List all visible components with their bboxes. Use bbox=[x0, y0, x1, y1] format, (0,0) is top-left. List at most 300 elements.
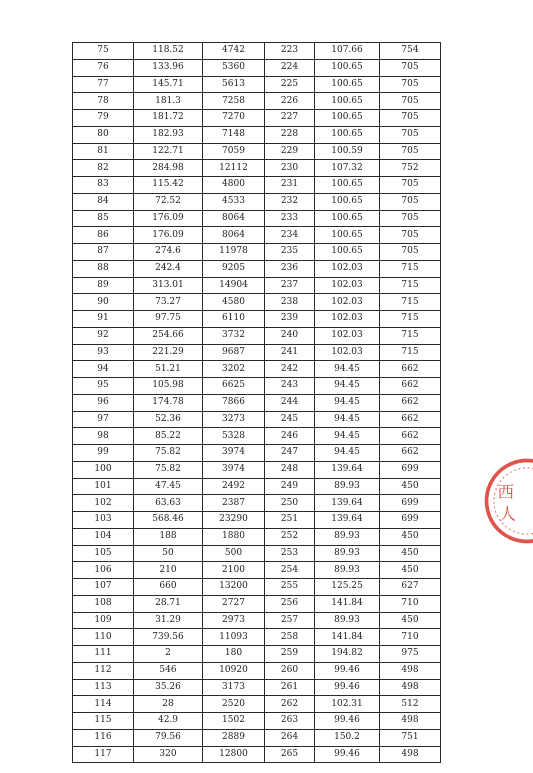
table-cell: 94.45 bbox=[315, 445, 380, 462]
table-cell: 252 bbox=[265, 528, 315, 545]
table-row bbox=[73, 43, 441, 60]
table-row bbox=[73, 260, 441, 277]
table-cell: 108 bbox=[73, 595, 134, 612]
table-cell: 233 bbox=[265, 210, 315, 227]
table-row bbox=[73, 394, 441, 411]
table-cell: 107.32 bbox=[315, 160, 380, 177]
table-cell: 320 bbox=[134, 746, 203, 763]
table-cell: 111 bbox=[73, 646, 134, 663]
table-cell: 89.93 bbox=[315, 612, 380, 629]
table-cell: 229 bbox=[265, 143, 315, 160]
data-table bbox=[72, 42, 441, 763]
table-cell: 259 bbox=[265, 646, 315, 663]
table-cell: 715 bbox=[380, 260, 441, 277]
table-cell: 115.42 bbox=[134, 177, 203, 194]
table-row bbox=[73, 495, 441, 512]
table-cell: 7866 bbox=[203, 394, 265, 411]
table-cell: 139.64 bbox=[315, 495, 380, 512]
table-cell: 63.63 bbox=[134, 495, 203, 512]
table-cell: 76 bbox=[73, 59, 134, 76]
table-cell: 188 bbox=[134, 528, 203, 545]
table-cell: 75.82 bbox=[134, 445, 203, 462]
table-row bbox=[73, 327, 441, 344]
table-cell: 94.45 bbox=[315, 428, 380, 445]
table-cell: 498 bbox=[380, 679, 441, 696]
table-row bbox=[73, 545, 441, 562]
table-cell: 100.65 bbox=[315, 177, 380, 194]
table-cell: 8064 bbox=[203, 227, 265, 244]
table-cell: 274.6 bbox=[134, 244, 203, 261]
table-cell: 100.59 bbox=[315, 143, 380, 160]
table-cell: 254.66 bbox=[134, 327, 203, 344]
table-cell: 51.21 bbox=[134, 361, 203, 378]
table-cell: 114 bbox=[73, 696, 134, 713]
table-cell: 313.01 bbox=[134, 277, 203, 294]
table-cell: 699 bbox=[380, 495, 441, 512]
table-row bbox=[73, 361, 441, 378]
table-cell: 141.84 bbox=[315, 595, 380, 612]
table-cell: 28 bbox=[134, 696, 203, 713]
table-cell: 103 bbox=[73, 512, 134, 529]
table-row bbox=[73, 612, 441, 629]
table-cell: 105 bbox=[73, 545, 134, 562]
table-cell: 35.26 bbox=[134, 679, 203, 696]
table-cell: 125.25 bbox=[315, 579, 380, 596]
table-row bbox=[73, 244, 441, 261]
table-cell: 176.09 bbox=[134, 210, 203, 227]
table-cell: 181.3 bbox=[134, 93, 203, 110]
table-cell: 75 bbox=[73, 43, 134, 60]
table-cell: 705 bbox=[380, 210, 441, 227]
table-row bbox=[73, 746, 441, 763]
table-cell: 4742 bbox=[203, 43, 265, 60]
table-cell: 89.93 bbox=[315, 478, 380, 495]
table-cell: 97 bbox=[73, 411, 134, 428]
table-cell: 11093 bbox=[203, 629, 265, 646]
table-cell: 7148 bbox=[203, 126, 265, 143]
table-cell: 117 bbox=[73, 746, 134, 763]
table-cell: 80 bbox=[73, 126, 134, 143]
table-cell: 102.03 bbox=[315, 311, 380, 328]
table-cell: 94.45 bbox=[315, 394, 380, 411]
table-cell: 450 bbox=[380, 545, 441, 562]
table-cell: 79 bbox=[73, 110, 134, 127]
table-cell: 2492 bbox=[203, 478, 265, 495]
table-cell: 705 bbox=[380, 143, 441, 160]
table-cell: 242 bbox=[265, 361, 315, 378]
table-row bbox=[73, 646, 441, 663]
table-cell: 221.29 bbox=[134, 344, 203, 361]
table-cell: 255 bbox=[265, 579, 315, 596]
table-cell: 662 bbox=[380, 361, 441, 378]
table-cell: 82 bbox=[73, 160, 134, 177]
table-cell: 9205 bbox=[203, 260, 265, 277]
table-row bbox=[73, 193, 441, 210]
table-row bbox=[73, 227, 441, 244]
table-cell: 52.36 bbox=[134, 411, 203, 428]
table-cell: 110 bbox=[73, 629, 134, 646]
table-cell: 662 bbox=[380, 445, 441, 462]
table-cell: 180 bbox=[203, 646, 265, 663]
table-cell: 263 bbox=[265, 713, 315, 730]
table-row bbox=[73, 729, 441, 746]
table-cell: 102.03 bbox=[315, 277, 380, 294]
table-row bbox=[73, 696, 441, 713]
table-cell: 715 bbox=[380, 311, 441, 328]
table-row bbox=[73, 93, 441, 110]
table-cell: 238 bbox=[265, 294, 315, 311]
table-row bbox=[73, 445, 441, 462]
table-cell: 2889 bbox=[203, 729, 265, 746]
table-cell: 12800 bbox=[203, 746, 265, 763]
table-cell: 72.52 bbox=[134, 193, 203, 210]
table-cell: 81 bbox=[73, 143, 134, 160]
table-row bbox=[73, 579, 441, 596]
table-cell: 181.72 bbox=[134, 110, 203, 127]
table-cell: 83 bbox=[73, 177, 134, 194]
table-cell: 5360 bbox=[203, 59, 265, 76]
table-cell: 7270 bbox=[203, 110, 265, 127]
table-cell: 89 bbox=[73, 277, 134, 294]
table-cell: 715 bbox=[380, 294, 441, 311]
table-row bbox=[73, 76, 441, 93]
table-cell: 84 bbox=[73, 193, 134, 210]
table-cell: 7258 bbox=[203, 93, 265, 110]
table-cell: 98 bbox=[73, 428, 134, 445]
table-row bbox=[73, 160, 441, 177]
table-cell: 85.22 bbox=[134, 428, 203, 445]
table-cell: 106 bbox=[73, 562, 134, 579]
seal-char-1: 西 bbox=[497, 482, 515, 502]
table-cell: 96 bbox=[73, 394, 134, 411]
table-cell: 194.82 bbox=[315, 646, 380, 663]
table-cell: 100.65 bbox=[315, 59, 380, 76]
table-cell: 2 bbox=[134, 646, 203, 663]
table-cell: 258 bbox=[265, 629, 315, 646]
table-cell: 141.84 bbox=[315, 629, 380, 646]
table-row bbox=[73, 210, 441, 227]
table-cell: 47.45 bbox=[134, 478, 203, 495]
table-cell: 3974 bbox=[203, 445, 265, 462]
table-cell: 3974 bbox=[203, 461, 265, 478]
table-cell: 500 bbox=[203, 545, 265, 562]
table-cell: 150.2 bbox=[315, 729, 380, 746]
table-cell: 100.65 bbox=[315, 227, 380, 244]
table-cell: 116 bbox=[73, 729, 134, 746]
table-cell: 14904 bbox=[203, 277, 265, 294]
table-cell: 109 bbox=[73, 612, 134, 629]
table-cell: 28.71 bbox=[134, 595, 203, 612]
table-cell: 50 bbox=[134, 545, 203, 562]
table-body bbox=[73, 43, 441, 763]
table-cell: 100.65 bbox=[315, 76, 380, 93]
table-cell: 93 bbox=[73, 344, 134, 361]
table-cell: 102.03 bbox=[315, 344, 380, 361]
table-cell: 235 bbox=[265, 244, 315, 261]
table-cell: 99.46 bbox=[315, 679, 380, 696]
table-row bbox=[73, 411, 441, 428]
table-cell: 254 bbox=[265, 562, 315, 579]
table-cell: 4800 bbox=[203, 177, 265, 194]
table-row bbox=[73, 428, 441, 445]
table-row bbox=[73, 344, 441, 361]
table-cell: 104 bbox=[73, 528, 134, 545]
table-cell: 662 bbox=[380, 378, 441, 395]
table-cell: 113 bbox=[73, 679, 134, 696]
table-cell: 87 bbox=[73, 244, 134, 261]
table-cell: 450 bbox=[380, 562, 441, 579]
table-row bbox=[73, 662, 441, 679]
table-cell: 264 bbox=[265, 729, 315, 746]
table-row bbox=[73, 177, 441, 194]
table-row bbox=[73, 595, 441, 612]
table-cell: 42.9 bbox=[134, 713, 203, 730]
table-cell: 105.98 bbox=[134, 378, 203, 395]
table-cell: 715 bbox=[380, 277, 441, 294]
table-row bbox=[73, 143, 441, 160]
table-cell: 265 bbox=[265, 746, 315, 763]
table-cell: 78 bbox=[73, 93, 134, 110]
table-cell: 8064 bbox=[203, 210, 265, 227]
table-cell: 210 bbox=[134, 562, 203, 579]
table-cell: 498 bbox=[380, 713, 441, 730]
table-cell: 73.27 bbox=[134, 294, 203, 311]
table-cell: 100.65 bbox=[315, 93, 380, 110]
table-cell: 2727 bbox=[203, 595, 265, 612]
table-cell: 975 bbox=[380, 646, 441, 663]
table-cell: 705 bbox=[380, 76, 441, 93]
table-cell: 2973 bbox=[203, 612, 265, 629]
table-cell: 100.65 bbox=[315, 210, 380, 227]
table-cell: 23290 bbox=[203, 512, 265, 529]
table-cell: 77 bbox=[73, 76, 134, 93]
seal-char-2: 人 bbox=[499, 504, 516, 524]
table-cell: 9687 bbox=[203, 344, 265, 361]
table-cell: 89.93 bbox=[315, 562, 380, 579]
table-cell: 31.29 bbox=[134, 612, 203, 629]
table-cell: 91 bbox=[73, 311, 134, 328]
table-cell: 90 bbox=[73, 294, 134, 311]
table-cell: 133.96 bbox=[134, 59, 203, 76]
table-cell: 546 bbox=[134, 662, 203, 679]
table-cell: 100.65 bbox=[315, 244, 380, 261]
table-cell: 715 bbox=[380, 327, 441, 344]
table-cell: 107.66 bbox=[315, 43, 380, 60]
table-cell: 13200 bbox=[203, 579, 265, 596]
table-cell: 5613 bbox=[203, 76, 265, 93]
table-cell: 3732 bbox=[203, 327, 265, 344]
table-cell: 94 bbox=[73, 361, 134, 378]
table-cell: 224 bbox=[265, 59, 315, 76]
table-cell: 97.75 bbox=[134, 311, 203, 328]
table-cell: 11978 bbox=[203, 244, 265, 261]
table-cell: 118.52 bbox=[134, 43, 203, 60]
table-cell: 251 bbox=[265, 512, 315, 529]
table-cell: 2387 bbox=[203, 495, 265, 512]
table-row bbox=[73, 110, 441, 127]
table-cell: 244 bbox=[265, 394, 315, 411]
table-cell: 250 bbox=[265, 495, 315, 512]
table-cell: 10920 bbox=[203, 662, 265, 679]
table-cell: 102.03 bbox=[315, 294, 380, 311]
table-cell: 85 bbox=[73, 210, 134, 227]
table-cell: 88 bbox=[73, 260, 134, 277]
table-cell: 705 bbox=[380, 110, 441, 127]
table-cell: 450 bbox=[380, 528, 441, 545]
table-cell: 261 bbox=[265, 679, 315, 696]
table-cell: 249 bbox=[265, 478, 315, 495]
table-cell: 5328 bbox=[203, 428, 265, 445]
table-cell: 225 bbox=[265, 76, 315, 93]
table-cell: 705 bbox=[380, 244, 441, 261]
table-cell: 699 bbox=[380, 461, 441, 478]
table-cell: 705 bbox=[380, 193, 441, 210]
table-cell: 7059 bbox=[203, 143, 265, 160]
table-cell: 89.93 bbox=[315, 528, 380, 545]
table-row bbox=[73, 311, 441, 328]
table-cell: 236 bbox=[265, 260, 315, 277]
table-cell: 715 bbox=[380, 344, 441, 361]
table-cell: 662 bbox=[380, 411, 441, 428]
table-row bbox=[73, 126, 441, 143]
table-cell: 102.03 bbox=[315, 260, 380, 277]
table-cell: 4580 bbox=[203, 294, 265, 311]
table-cell: 245 bbox=[265, 411, 315, 428]
table-cell: 99.46 bbox=[315, 662, 380, 679]
table-row bbox=[73, 629, 441, 646]
table-row bbox=[73, 378, 441, 395]
table-cell: 94.45 bbox=[315, 378, 380, 395]
table-cell: 92 bbox=[73, 327, 134, 344]
table-cell: 662 bbox=[380, 394, 441, 411]
table-cell: 122.71 bbox=[134, 143, 203, 160]
table-cell: 237 bbox=[265, 277, 315, 294]
table-cell: 260 bbox=[265, 662, 315, 679]
table-cell: 242.4 bbox=[134, 260, 203, 277]
table-cell: 710 bbox=[380, 629, 441, 646]
table-cell: 248 bbox=[265, 461, 315, 478]
table-cell: 226 bbox=[265, 93, 315, 110]
table-cell: 223 bbox=[265, 43, 315, 60]
table-row bbox=[73, 294, 441, 311]
table-cell: 4533 bbox=[203, 193, 265, 210]
table-cell: 89.93 bbox=[315, 545, 380, 562]
table-cell: 112 bbox=[73, 662, 134, 679]
table-cell: 6110 bbox=[203, 311, 265, 328]
table-cell: 145.71 bbox=[134, 76, 203, 93]
table-row bbox=[73, 277, 441, 294]
table-row bbox=[73, 59, 441, 76]
table-cell: 752 bbox=[380, 160, 441, 177]
table-row bbox=[73, 478, 441, 495]
table-cell: 2520 bbox=[203, 696, 265, 713]
table-cell: 95 bbox=[73, 378, 134, 395]
table-cell: 627 bbox=[380, 579, 441, 596]
table-cell: 257 bbox=[265, 612, 315, 629]
table-cell: 699 bbox=[380, 512, 441, 529]
table-cell: 754 bbox=[380, 43, 441, 60]
table-cell: 3202 bbox=[203, 361, 265, 378]
table-cell: 710 bbox=[380, 595, 441, 612]
table-cell: 498 bbox=[380, 746, 441, 763]
table-row bbox=[73, 679, 441, 696]
table-cell: 99.46 bbox=[315, 746, 380, 763]
table-cell: 99.46 bbox=[315, 713, 380, 730]
table-cell: 253 bbox=[265, 545, 315, 562]
table-cell: 3273 bbox=[203, 411, 265, 428]
table-cell: 705 bbox=[380, 59, 441, 76]
table-row bbox=[73, 562, 441, 579]
table-cell: 228 bbox=[265, 126, 315, 143]
table-cell: 102.03 bbox=[315, 327, 380, 344]
table-cell: 739.56 bbox=[134, 629, 203, 646]
table-cell: 241 bbox=[265, 344, 315, 361]
table-cell: 139.64 bbox=[315, 512, 380, 529]
table-cell: 247 bbox=[265, 445, 315, 462]
table-cell: 232 bbox=[265, 193, 315, 210]
table-cell: 102 bbox=[73, 495, 134, 512]
table-cell: 182.93 bbox=[134, 126, 203, 143]
table-cell: 102.31 bbox=[315, 696, 380, 713]
table-cell: 94.45 bbox=[315, 411, 380, 428]
table-cell: 12112 bbox=[203, 160, 265, 177]
table-row bbox=[73, 461, 441, 478]
table-cell: 284.98 bbox=[134, 160, 203, 177]
table-cell: 450 bbox=[380, 612, 441, 629]
table-cell: 79.56 bbox=[134, 729, 203, 746]
table-cell: 568.46 bbox=[134, 512, 203, 529]
table-cell: 239 bbox=[265, 311, 315, 328]
table-cell: 230 bbox=[265, 160, 315, 177]
table-cell: 86 bbox=[73, 227, 134, 244]
table-cell: 3173 bbox=[203, 679, 265, 696]
table-cell: 243 bbox=[265, 378, 315, 395]
table-cell: 100.65 bbox=[315, 126, 380, 143]
table-cell: 660 bbox=[134, 579, 203, 596]
table-row bbox=[73, 713, 441, 730]
table-cell: 234 bbox=[265, 227, 315, 244]
table-cell: 498 bbox=[380, 662, 441, 679]
table-cell: 450 bbox=[380, 478, 441, 495]
table-cell: 512 bbox=[380, 696, 441, 713]
table-cell: 100.65 bbox=[315, 193, 380, 210]
table-cell: 100.65 bbox=[315, 110, 380, 127]
table-cell: 705 bbox=[380, 227, 441, 244]
table-cell: 6625 bbox=[203, 378, 265, 395]
red-seal-stamp bbox=[481, 455, 533, 547]
table-cell: 1502 bbox=[203, 713, 265, 730]
table-cell: 176.09 bbox=[134, 227, 203, 244]
table-cell: 101 bbox=[73, 478, 134, 495]
table-cell: 240 bbox=[265, 327, 315, 344]
table-cell: 227 bbox=[265, 110, 315, 127]
table-cell: 705 bbox=[380, 177, 441, 194]
table-cell: 246 bbox=[265, 428, 315, 445]
table-cell: 751 bbox=[380, 729, 441, 746]
table-row bbox=[73, 528, 441, 545]
table-cell: 107 bbox=[73, 579, 134, 596]
table-cell: 75.82 bbox=[134, 461, 203, 478]
table-row bbox=[73, 512, 441, 529]
table-cell: 256 bbox=[265, 595, 315, 612]
table-cell: 94.45 bbox=[315, 361, 380, 378]
table-cell: 115 bbox=[73, 713, 134, 730]
table-cell: 2100 bbox=[203, 562, 265, 579]
table-cell: 139.64 bbox=[315, 461, 380, 478]
table-cell: 99 bbox=[73, 445, 134, 462]
table-cell: 705 bbox=[380, 93, 441, 110]
table-cell: 231 bbox=[265, 177, 315, 194]
